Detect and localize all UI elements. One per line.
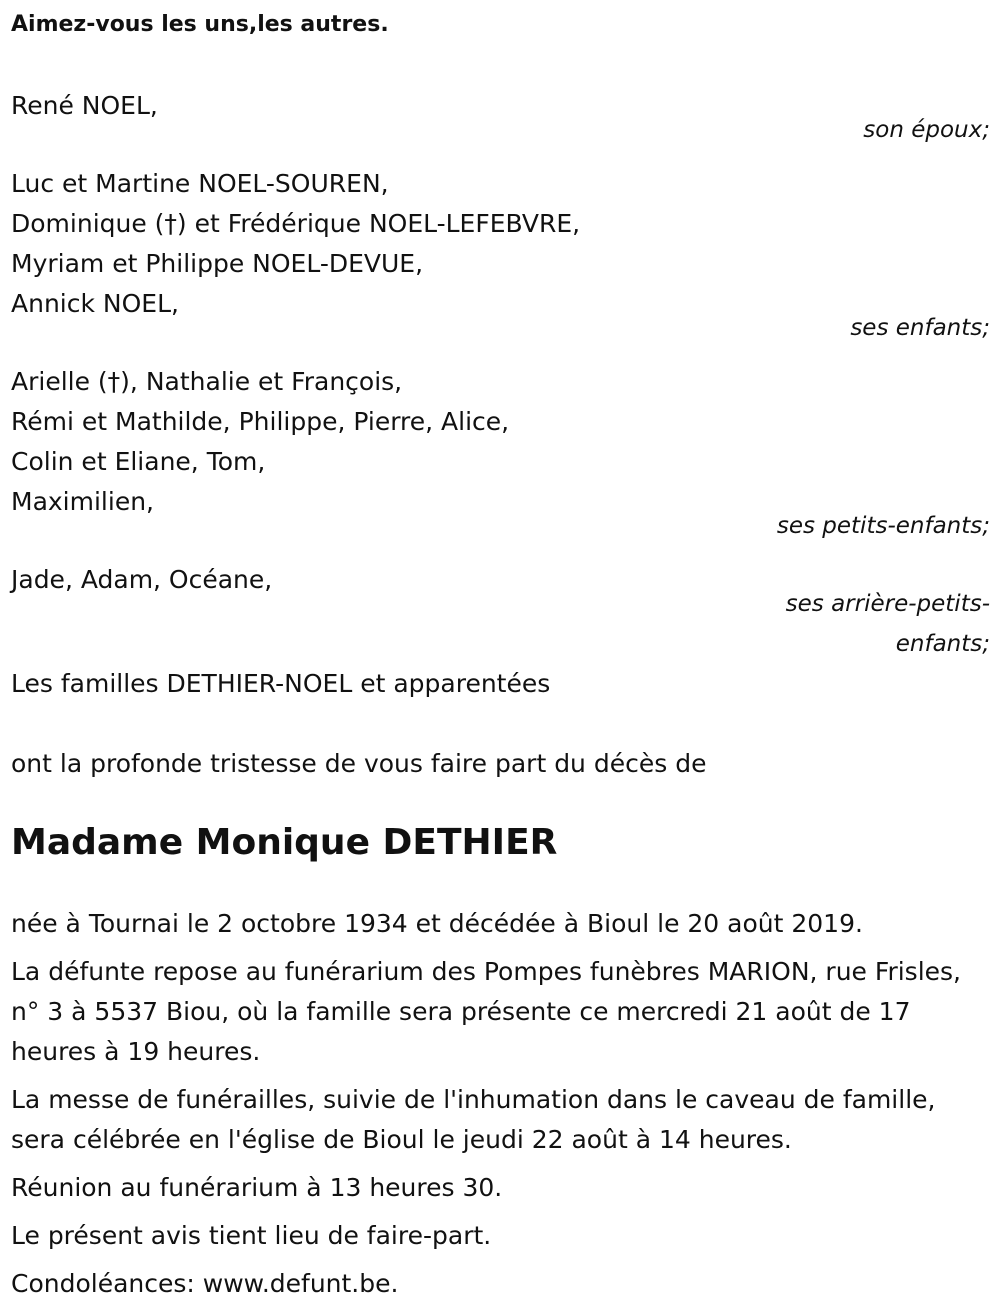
detail-funeral-mass: La messe de funérailles, suivie de l'inhumation dans le caveau de famille, sera célébrée en l'église de Bioul le jeudi 22 août à 14 heures.: [11, 1085, 936, 1154]
family-role: ses petits-enfants;: [776, 513, 990, 539]
family-group-spouse: [11, 86, 990, 150]
detail-meeting: Réunion au funérarium à 13 heures 30.: [11, 1173, 503, 1202]
family-name-line: René NOEL,: [11, 91, 158, 120]
announcement: ont la profonde tristesse de vous faire part du décès de: [11, 749, 707, 778]
family-name-line: Luc et Martine NOEL-SOUREN,: [11, 169, 389, 198]
motto: Aimez-vous les uns,les autres.: [11, 12, 389, 37]
family-names: [11, 362, 990, 522]
family-name-line: Arielle (†), Nathalie et François,: [11, 367, 403, 396]
family-group-grandchildren: [11, 362, 990, 546]
detail-birth-death: née à Tournai le 2 octobre 1934 et décédée à Bioul le 20 août 2019.: [11, 909, 863, 938]
family-name-line: Colin et Eliane, Tom,: [11, 447, 266, 476]
detail-viewing: La défunte repose au funérarium des Pompes funèbres MARION, rue Frisles, n° 3 à 5537 Biou, où la famille sera présente ce mercredi 21 août de 17 heures à 19 heures.: [11, 957, 961, 1066]
family-name-line: Dominique (†) et Frédérique NOEL-LEFEBVRE,: [11, 209, 581, 238]
detail-notice: Le présent avis tient lieu de faire-part.: [11, 1221, 492, 1250]
family-role: ses enfants;: [850, 315, 990, 341]
family-name-line: Rémi et Mathilde, Philippe, Pierre, Alice,: [11, 407, 510, 436]
spacer: [11, 40, 990, 86]
family-group-children: [11, 164, 990, 348]
family-name-line: Jade, Adam, Océane,: [11, 565, 273, 594]
detail-condolences: Condoléances: www.defunt.be.: [11, 1269, 399, 1298]
family-group-great-grandchildren: [11, 560, 990, 664]
family-role: ses arrière-petits-enfants;: [785, 591, 990, 657]
extended-family: Les familles DETHIER-NOEL et apparentées: [11, 669, 551, 698]
family-name-line: Myriam et Philippe NOEL-DEVUE,: [11, 249, 424, 278]
deceased-name: Madame Monique DETHIER: [11, 822, 558, 863]
family-names: [11, 164, 990, 324]
family-name-line: Annick NOEL,: [11, 289, 179, 318]
family-role: son époux;: [863, 117, 990, 143]
family-name-line: Maximilien,: [11, 487, 154, 516]
